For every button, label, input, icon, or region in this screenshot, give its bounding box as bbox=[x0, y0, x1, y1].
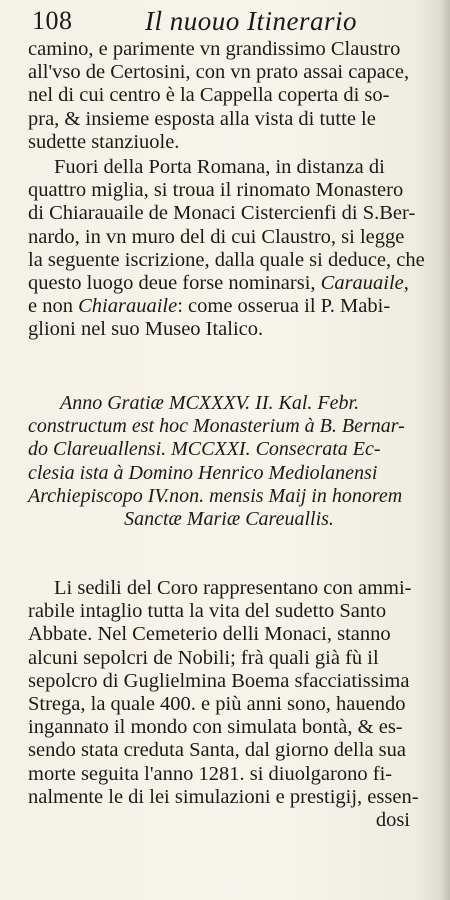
paragraph-3 bbox=[28, 577, 430, 832]
text-line: morte seguita l'anno 1281. si diuolgarono fi- bbox=[28, 762, 393, 785]
text-line: e non Chiarauaile: come osserua il P. Mabi- bbox=[28, 295, 391, 318]
text-line: Fuori della Porta Romana, in distanza di bbox=[54, 156, 385, 178]
text-line: sudette stanziuole. bbox=[28, 130, 180, 153]
text-line: di Chiarauaile de Monaci Cistercienfi di S.Ber- bbox=[28, 202, 416, 225]
inscription-line: Sanctæ Mariæ Careuallis. bbox=[124, 507, 334, 530]
text-line: glioni nel suo Museo Italico. bbox=[28, 318, 264, 341]
text-line: dosi bbox=[375, 808, 410, 831]
inscription-line: Anno Gratiæ MCXXXV. II. Kal. Febr. bbox=[60, 392, 360, 414]
text-line: camino, e parimente vn grandissimo Claustro bbox=[28, 38, 401, 60]
inscription-line: do Clareuallensi. MCCXXI. Consecrata Ec- bbox=[28, 438, 381, 461]
text-line: Abbate. Nel Cemeterio delli Monaci, stanno bbox=[28, 623, 391, 646]
inscription-line: Archiepiscopo IV.non. mensis Maij in honorem bbox=[28, 484, 403, 507]
page-number: 108 bbox=[32, 6, 73, 35]
italic-word: Chiarauaile bbox=[78, 295, 178, 318]
paragraph-1 bbox=[28, 38, 430, 154]
text-line: la seguente iscrizione, dalla quale si deduce, che bbox=[28, 248, 425, 271]
text-line: quattro miglia, si troua il rinomato Monastero bbox=[28, 179, 404, 202]
running-title: Il nuouo Itinerario bbox=[145, 6, 357, 36]
text-line: Strega, la quale 400. e più anni sono, hauendo bbox=[28, 692, 406, 715]
latin-inscription bbox=[28, 392, 430, 531]
text-line: nalmente le di lei simulazioni e prestigij, essen- bbox=[28, 785, 419, 808]
text-line: rabile intaglio tutta la vita del sudetto Santo bbox=[28, 600, 387, 623]
paragraph-2 bbox=[28, 156, 430, 342]
inscription-line: constructum est hoc Monasterium à B. Bernar- bbox=[28, 415, 405, 438]
text-line: all'vso de Certosini, con vn prato assai capace, bbox=[28, 61, 410, 84]
text-line: nel di cui centro è la Cappella coperta di so- bbox=[28, 84, 390, 107]
page-edge-shadow bbox=[440, 0, 450, 900]
page-header bbox=[30, 6, 420, 40]
italic-word: Carauaile bbox=[320, 271, 404, 294]
inscription-line: clesia ista à Domino Henrico Mediolanensi bbox=[28, 461, 378, 484]
text-line: questo luogo deue forse nominarsi, Carauaile, bbox=[28, 271, 409, 294]
text-line: sepolcro di Guglielmina Boema sfacciatissima bbox=[28, 669, 410, 692]
text-line: alcuni sepolcri de Nobili; frà quali già fù il bbox=[28, 646, 379, 669]
text-line: Li sedili del Coro rappresentano con ammi- bbox=[54, 577, 412, 599]
text-line: pra, & insieme esposta alla vista di tutte le bbox=[28, 107, 376, 130]
text-line: sendo stata creduta Santa, dal giorno della sua bbox=[28, 739, 406, 762]
text-line: ingannato il mondo con simulata bontà, & es- bbox=[28, 716, 403, 739]
text-line: nardo, in vn muro del di cui Claustro, si legge bbox=[28, 225, 405, 248]
